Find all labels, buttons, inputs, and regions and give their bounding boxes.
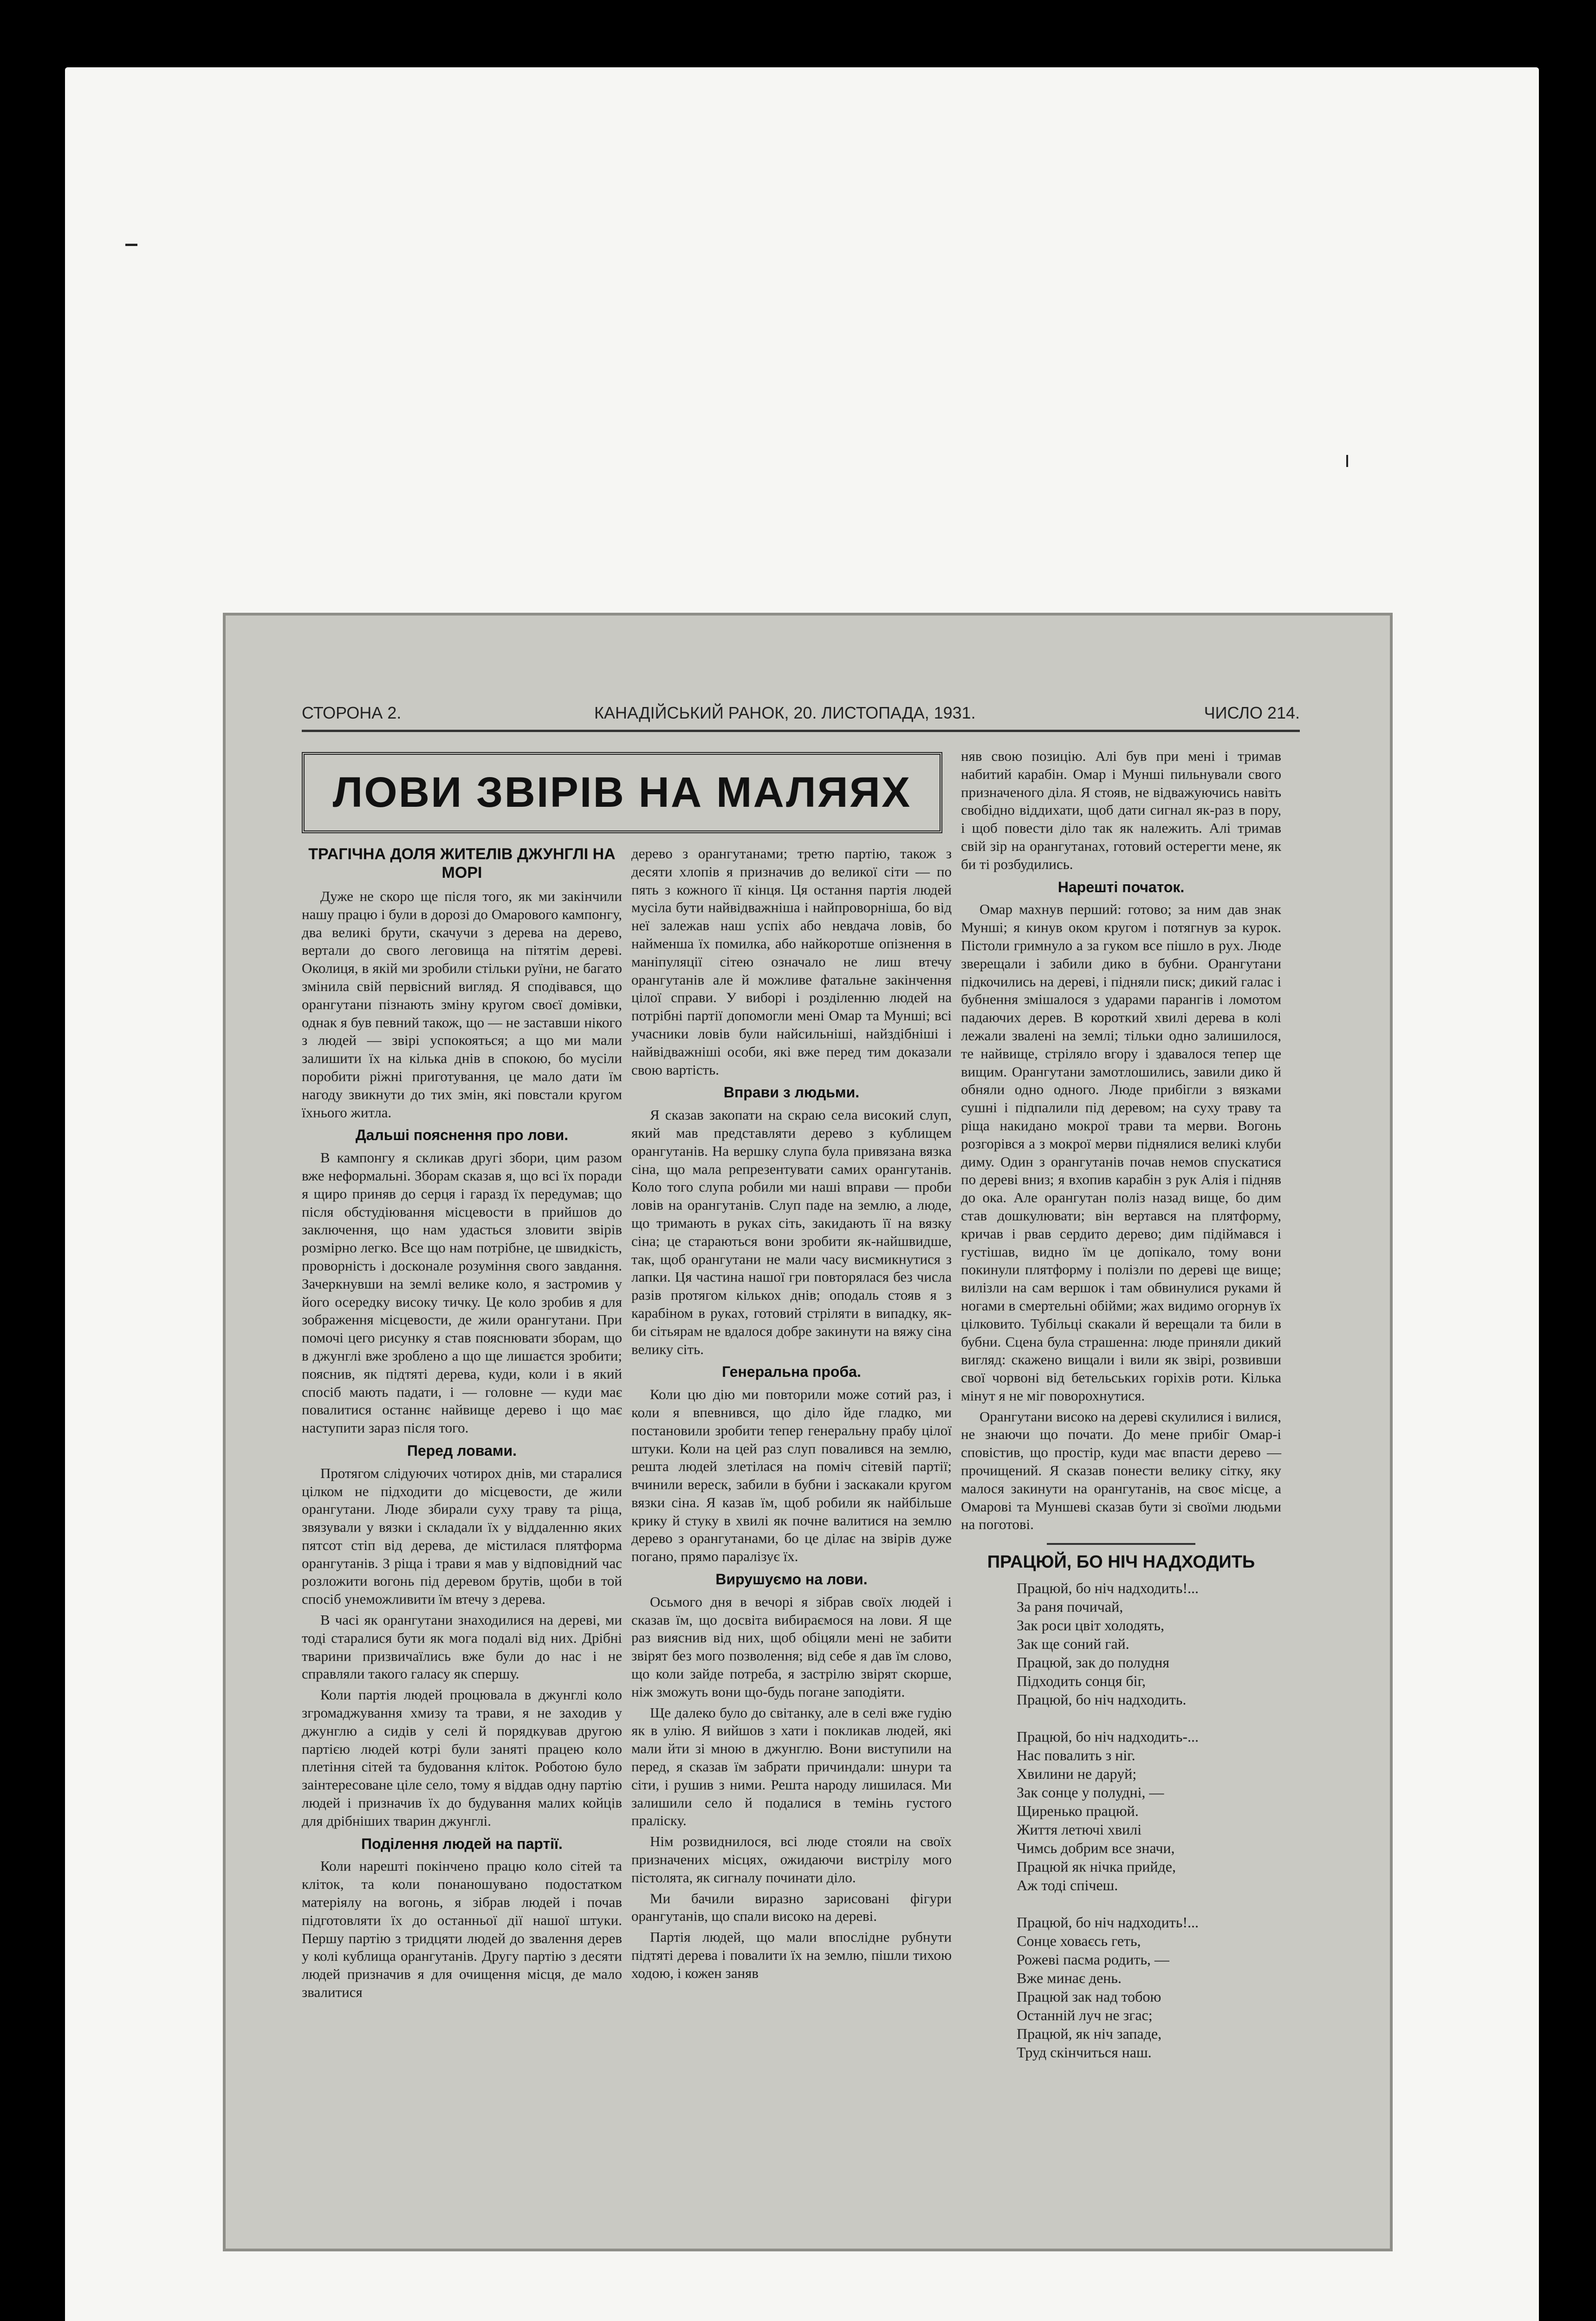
film-speck (125, 244, 137, 246)
column-2 (631, 845, 952, 1985)
poem-stanza (1017, 1727, 1281, 1894)
poem-stanza (1017, 1579, 1281, 1709)
paragraph: дерево з орангутанами; третю партію, також з десяти хлопів я призначив до великої сіти — по пять з кожного її кінця. Ця остання партія людей мусіла бути найвідважніша і найпроворніша, бо від неї залежав наш успіх або невдача ловів, бо найменша їх помилка, або найкоротше опізнення в маніпуляції сітею означало не лиш втечу орангутанів але й можливе фатальне закінчення цілої справи. У виборі і розділенню людей на потрібні партії допомогли мені Омар та Мунші; всі учасники ловів були найсильніші, найздібніші і найвідважніші особи, які вже перед тим доказали свою вартість. (631, 845, 952, 1078)
paragraph: Протягом слідуючих чотирох днів, ми старалися цілком не підходити до місцевости, де жили орангутани. Люде збирали суху траву та ріща, звязували у вязки і складали їх у віддаленню яких пятсот стіп від дерева, де містилася плятформа орангутанів. З ріща і трави я мав у відповідний час розложити вогонь під деревом брутів, щоби в той спосіб унеможливити їм втечу з дерева. (302, 1465, 622, 1608)
issue-number: ЧИСЛО 214. (1204, 703, 1300, 722)
poem-line: Працюй як нічка прийде, (1017, 1858, 1176, 1875)
poem-line: Чимсь добрим все значи, (1017, 1840, 1175, 1857)
column-3 (961, 747, 1281, 2080)
masthead-date: КАНАДІЙСЬКИЙ РАНОК, 20. ЛИСТОПАДА, 1931. (594, 703, 976, 722)
paragraph: Коли цю дію ми повторили може сотий раз, і коли я впевнився, що діло йде гладко, ми постановили зробити тепер генеральну прабу цілої штуки. Коли на цей раз слуп повалився на землю, решта людей злетілася на поміч сітевій партії; вчинили вереск, забили в бубни і заскакали кругом вязки сіна. Я казав їм, щоб робили як найбільше крику й стуку в хвилі як почне валитися на землю дерево з орангутанами, бо це ділає на звірів дуже погано, прямо паралізує їх. (631, 1386, 952, 1565)
paragraph: няв свою позицію. Алі був при мені і тримав набитий карабін. Омар і Муншi пильнували свого призначеного діла. Я стояв, не відважуючись навіть свобідно віддихати, щоб дати сигнал як-раз в пору, і щоб повести діло так як належить. Алі тримав свій зір на орангутанах, готовий остерегти мене, як би ті розбудились. (961, 748, 1281, 872)
poem-line: Працюй, як ніч западе, (1017, 2025, 1162, 2042)
paragraph: Осьмого дня в вечорі я зібрав своїх людей і сказав їм, що досвіта вибираємося на лови. Я ще раз вияснив від них, щоб обіцяли мені не забити звірят без мого позволення; від себе я дав їм слово, що коли зайде потреба, я застрілю звірят скорше, ніж зможуть вони що-будь погане заподіяти. (631, 1593, 952, 1700)
poem-line: Труд скінчиться наш. (1017, 2044, 1152, 2061)
poem-line: Аж тоді спічеш. (1017, 1877, 1118, 1894)
poem-line: Сонце ховаєсь геть, (1017, 1932, 1141, 1950)
poem-line: Нас повалить з ніг. (1017, 1747, 1135, 1764)
header-rule (302, 730, 1300, 732)
poem-line: Зак сонце у полудні, — (1017, 1784, 1164, 1801)
poem-line: Вже минає день. (1017, 1970, 1122, 1987)
poem-line: Хвилини не даруй; (1017, 1765, 1137, 1783)
poem-line: Працюй, зак до полудня (1017, 1654, 1169, 1671)
paragraph: В кампонгу я скликав другі збори, цим разом вже неформальні. Зборам сказав я, що всі їх поради я щиро приняв до серця і гаразд їх передумав; що після обстудіювання місцевости в прийшов до заключення, що нам удасться зловити звірів розмірно легко. Все що нам потрібне, це швидкість, проворність і досконале розуміння свого завдання. Зачеркнувши на землі велике коло, я застромив у його осередку високу тичку. Це коло зробив я для зображення місцевости, де жили орангутани. При помочі цего рисунку я став пояснювати зборам, що в джунглі вже зроблено а що ще лишаєтся зробити; пояснив, як підтяті дерева, куди, коли і в який спосіб мають падати, і — головне — куди має повалитися останнє найвище дерево і що має наступити зараз після того. (302, 1149, 622, 1436)
poem-line: Рожеві пасма родить, — (1017, 1951, 1169, 1968)
poem-line: Працюй зак над тобою (1017, 1988, 1161, 2005)
poem-line: Підходить сонця біг, (1017, 1673, 1146, 1690)
paragraph: Коли нарешті покінчено працю коло сітей та кліток, та коли понаношувано подостатком матеріялу на вогонь, я зібрав людей і почав підготовляти їх до останньої дії нашої штуки. Першу партію з тридцяти людей до звалення дерев у колі кублища орангутанів. Другу партію з десяти людей призначив я для очищення місця, де мало звалитися (302, 1858, 622, 2001)
paragraph: Омар махнув перший: готово; за ним дав знак Муншi; я кинув оком кругом і потягнув за курок. Пістоли гримнуло а за гуком все пішло в рух. Люде зверещали і забили дико в бубни. Орангутани підкочились на дереві, і підняли писк; дикий галас і бубнення змішалося з ударами парангів і ломотом падаючих дерев. В короткий хвилі дерева в колі лежали звалені на землі; тільки одно залишилося, те найвище, стріляло вгору і здавалося тепер ще вищим. Орангутани замотлошились, завили дико й обняли одно одного. Люде прибігли з вязками сушні і підпалили під деревом; на суху траву та ріща накидано мокрої трави та мерви. Вогонь розгорівся а з мокрої мерви піднялися великі клуби диму. Один з орангутанів почав немов спускатися по дереві вниз; я вхопив карабін з рук Алія і підняв до ока. Але орангутан поліз назад вище, бо дим став дошкулювати; він вертався на плятформу, кричав і рвав сердито дерево; дим підіймався і густішав, видно їм це допікало, тому вони покинули плятформу і полізли по дереві ще вище; вилізли на сам вершок і там обвинулися руками й ногами в смертельні обійми; жах видимо огорнув їх цілковито. Тубільці скакали й верещали та били в бубни. Сцена була страшенна: люде приняли дикий вигляд: скажено вищали і вили як звірі, розвивши свої чорвоні від бетельських горіхів роти. Кілька мінут я не мiг поворохнутися. (961, 901, 1281, 1404)
paragraph: Ми бачили виразно зарисовані фігури орангутанів, що спали високо на дереві. (631, 1890, 952, 1925)
paragraph: В часі як орангутани знаходилися на дереві, ми тоді старалися бути як мога подалі від них. Дрібні тварини призвичаїлись вже були до нас і не справляли такого галасу як спершу. (302, 1612, 622, 1682)
poem-line: Зак ще соний гай. (1017, 1635, 1129, 1653)
poem-line: Щиренько працюй. (1017, 1802, 1139, 1820)
paragraph: Партія людей, що мали впослідне рубнути підтяті дерева і повалити їх на землю, пішли тихою ходою, і кожен заняв (631, 1929, 952, 1981)
poem-title: ПРАЦЮЙ, БО НІЧ НАДХОДИТЬ (987, 1552, 1255, 1572)
paragraph: Орангутани високо на дереві скулилися і вилися, не знаючи що почати. До мене прибіг Омар-і сповістив, що простір, куди має впасти дерево — прочищений. Я сказав понести велику сітку, яку малося закинути на орангутанів, на своє місце, а Омарові та Муншеві сказав бути зі своїми людьми на поготові. (961, 1408, 1281, 1533)
headline-box (302, 752, 942, 833)
paragraph: Коли партія людей процювала в джунглі коло згромаджування хмизу та трави, я не заходив у джунглю а сидів у селі й порядкував другою партією людей котрі були заняті працею коло плетіння сітей та будовання кліток. Роботою було заінтересоване ціле село, тому я віддав одну партію людей і призначив їх до будування малих койців для дрібніших тварин джунглі. (302, 1686, 622, 1829)
poem-line: Зак роси цвіт холодять, (1017, 1617, 1164, 1634)
article-subtitle: ТРАГІЧНА ДОЛЯ ЖИТЕЛІВ ДЖУНГЛІ НА МОРІ (308, 845, 616, 882)
column-1 (302, 845, 622, 2004)
poem-line: Життя летючі хвилі (1017, 1821, 1142, 1838)
article-title: ЛОВИ ЗВІРІВ НА МАЛЯЯХ (332, 769, 912, 816)
page-number: СТОРОНА 2. (302, 703, 402, 722)
poem-line: Працюй, бо ніч надходить!... (1017, 1580, 1199, 1597)
section-heading: Дальші пояснення про лови. (355, 1127, 569, 1144)
section-heading: Генеральна проба. (722, 1363, 861, 1381)
poem-line: Працюй, бо ніч надходить-... (1017, 1728, 1199, 1745)
section-heading: Поділення людей на партії. (361, 1835, 563, 1852)
section-heading: Перед ловами. (407, 1442, 517, 1459)
paragraph: Ще далеко було до світанку, але в селі вже гудію як в улію. Я вийшов з хати і покликав людей, які мали йти зі мною в джунглю. Вони виступили на перед, я сказав їм забрати причиндали: шнури та сіти, і рушив з ними. Решта народу лишилася. Ми залишили село й подалися в темінь густого праліску. (631, 1704, 952, 1829)
paragraph: Я сказав закопати на скраю села високий слуп, який мав представляти дерево з кублищем орангутанів. На вершку слупа була привязана вязка сіна, що мала репрезентувати самих орангутанів. Коло того слупа робили ми наші вправи — проби ловів на орангутанів. Слуп паде на землю, а люде, що тримають в руках сіть, закидають її на вязку сіна; це стараються вони зробити як-найшвидше, так, щоб орангутани не мали часу висмикнутися з лапки. Ця частина нашої гри повторялася без числа разів протягом кількох днів; оподаль стояв я з карабіном в руках, готовий стріляти в випадку, як-би сітьярам не вдалося добре закинути на вяжу сіна велику сіть. (631, 1107, 952, 1357)
newspaper-page (223, 613, 1393, 2251)
film-speck (1346, 455, 1348, 467)
section-heading: Вирушуємо на лови. (715, 1571, 868, 1588)
section-heading: Вправи з людьми. (723, 1084, 860, 1101)
poem-stanza (1017, 1913, 1281, 2062)
paragraph: Дуже не скоро ще після того, як ми закінчили нашу працю і були в дорозі до Омарового кампонгу, два великі брути, скачучи з дерева на дерево, вертали до свого леговища на пітятім дереві. Околиця, в якій ми зробили стільки руїни, не багато змінила свій первісний вигляд. Я сподівався, що орангутани пізнають зміну кругом своєї домівки, однак я був певний також, що — не заставши нікого з людей — звірі успокояться; а що ми мали залишити їх на кілька днів в спокою, бо мусіли поробити ріжні приготування, це мало дати їм нагоду звикнути до тих змін, які повстали кругом їхнього житла. (302, 888, 622, 1121)
running-header (302, 703, 1300, 729)
poem-line: Останній луч не згас; (1017, 2007, 1153, 2024)
poem-line: За раня почичай, (1017, 1598, 1123, 1615)
poem-line: Працюй, бо ніч надходить. (1017, 1691, 1187, 1708)
section-heading: Нарешті початок. (1058, 878, 1185, 895)
poem-line: Працюй, бо ніч надходить!... (1017, 1914, 1199, 1931)
paragraph: Нім розвиднилося, всі люде стояли на своїх призначених місцях, ожидаючи вистрілу мого пістолята, як сигналу починати діло. (631, 1833, 952, 1886)
poem (1017, 1579, 1281, 2062)
poem-divider (1047, 1543, 1195, 1545)
